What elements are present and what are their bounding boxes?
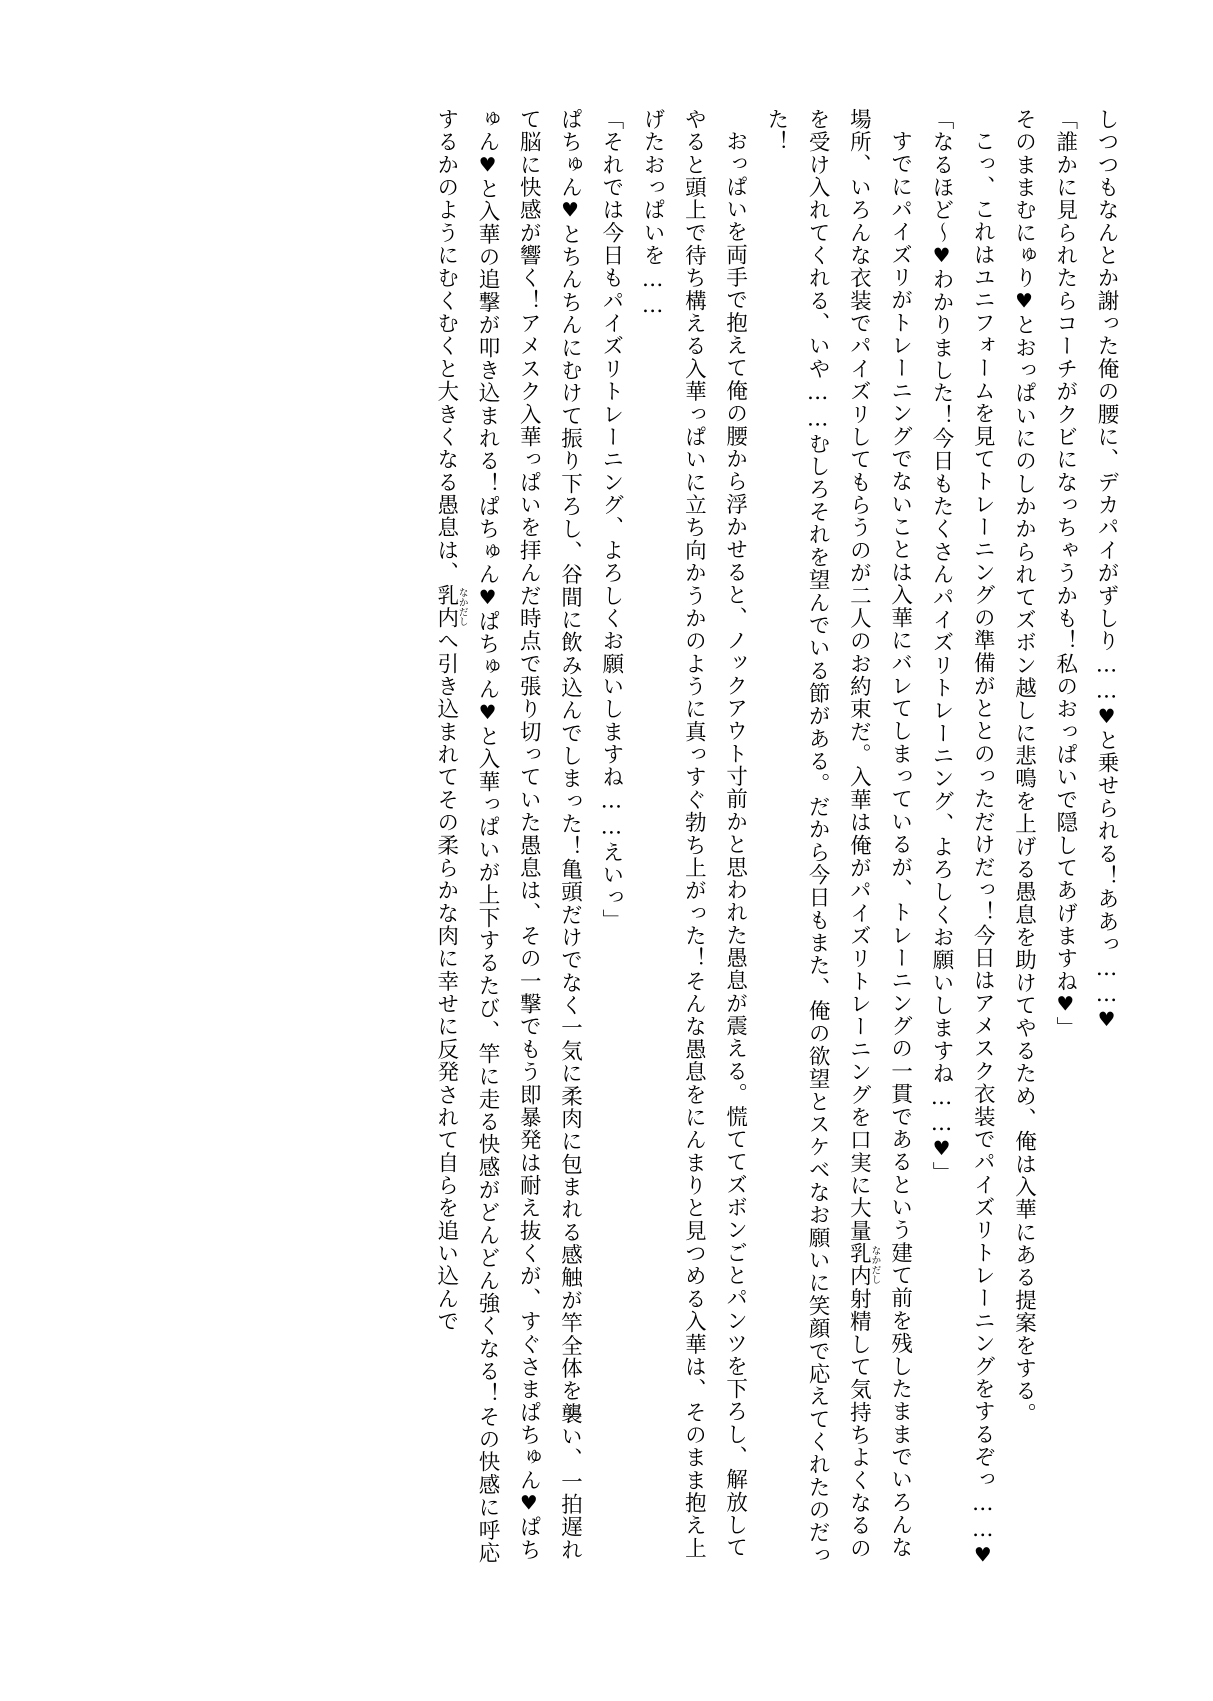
heart-icon: ♥ [476,585,500,611]
paragraph-6-text: すでにパイズリがトレーニングでないことは入華にバレてしまっているが、トレーニングの一貫であるという建て前を残したままでいろんな場所、いろんな衣装でパイズリしてもらうのが二人のお約束だ。入華は俺がパイズリトレーニングを口実に大量乳内なかだし射精して気持ちよくなるのを受け入れてくれる、いや……むしろそれを望んでいる節がある。だから今日もまた、俺の欲望とスケベなお願いに笑顔で応えてくれたのだった！ [763,108,913,1567]
heart-icon: ♥ [929,244,953,269]
ruby-annotation: 乳内なかだし [433,584,468,630]
heart-icon: ♥ [1053,992,1077,1017]
paragraph-1 [1086,108,1127,1581]
paragraph-9-text: ぱちゅん♥とちんちんにむけて振り下ろし、谷間に飲み込んでしまった！亀頭だけでなく一気に柔肉に包まれる感触が竿全体を襲い、一拍遅れて脳に快感が響く！アメスク入華っぱいを拝んだ時点で張り切っていた愚息は、その一撃でもう即暴発は耐え抜くが、すぐさまぱちゅん♥ぱちゅん♥と入華の追撃が叩き込まれる！ぱちゅん♥ぱちゅん♥と入華っぱいが上下するたび、竿に走る快感がどんどん強くなる！その快感に呼応するかのようにむくむくと大きくなる愚息は、乳内なかだしへ引き込まれてその柔らかな肉に幸せに反発されて自らを追い込んで [433,108,583,1565]
paragraph-7-text: おっぱいを両手で抱えて俺の腰から浮かせると、ノックアウト寸前かと思われた愚息が震える。慌ててズボンごとパンツを下ろし、解放してやると頭上で待ち構える入華っぱいに立ち向かうかのように真っすぐ勃ち上がった！そんな愚息をにんまりと見つめる入華は、そのまま抱え上げたおっぱいを…… [640,108,748,1560]
paragraph-3 [1003,108,1044,1581]
heart-icon: ♥ [476,153,500,178]
ruby-reading: なかだし [869,1242,881,1288]
paragraph-1-text: しつつもなんとか謝った俺の腰に、デカパイがずしり……♥と乗せられる！ああっ……♥ [1094,108,1119,1033]
heart-icon: ♥ [1095,1008,1118,1033]
heart-icon: ♥ [929,1137,953,1162]
paragraph-7 [632,108,756,1581]
heart-icon: ♥ [476,700,500,725]
paragraph-4 [962,108,1003,1581]
paragraph-6 [756,108,921,1581]
ruby-reading: なかだし [456,584,468,630]
heart-icon: ♥ [558,198,582,223]
paragraph-2-text: 「誰かに見られたらコーチがクビになっちゃうかも！私のおっぱいで隠してあげますね♥」 [1052,108,1078,1040]
heart-icon: ♥ [1095,704,1118,729]
paragraph-8-text: 「それでは今日もパイズリトレーニング、よろしくお願いしますね……えいっ」 [598,108,624,932]
paragraph-2 [1044,108,1085,1581]
paragraph-5 [921,108,962,1581]
paragraph-9 [425,108,590,1581]
paragraph-5-text: 「なるほど～♥わかりました！今日もたくさんパイズリトレーニング、よろしくお願いしますね……♥」 [928,108,954,1185]
heart-icon: ♥ [971,1542,995,1568]
paragraph-4-text: こっ、これはユニフォームを見てトレーニングの準備がととのっただけだっ！今日はアメスク衣装でパイズリトレーニングをするぞっ……♥ [970,129,996,1568]
paragraph-3-text: そのままむにゅり♥とおっぱいにのしかかられてズボン越しに悲鳴を上げる愚息を助けてやるため、俺は入華にある提案をする。 [1011,108,1037,1426]
paragraph-8 [591,108,632,1581]
heart-icon: ♥ [1012,289,1036,314]
heart-icon: ♥ [517,1491,541,1516]
vertical-text-body [150,108,1127,1581]
ruby-annotation: 乳内なかだし [846,1242,881,1288]
